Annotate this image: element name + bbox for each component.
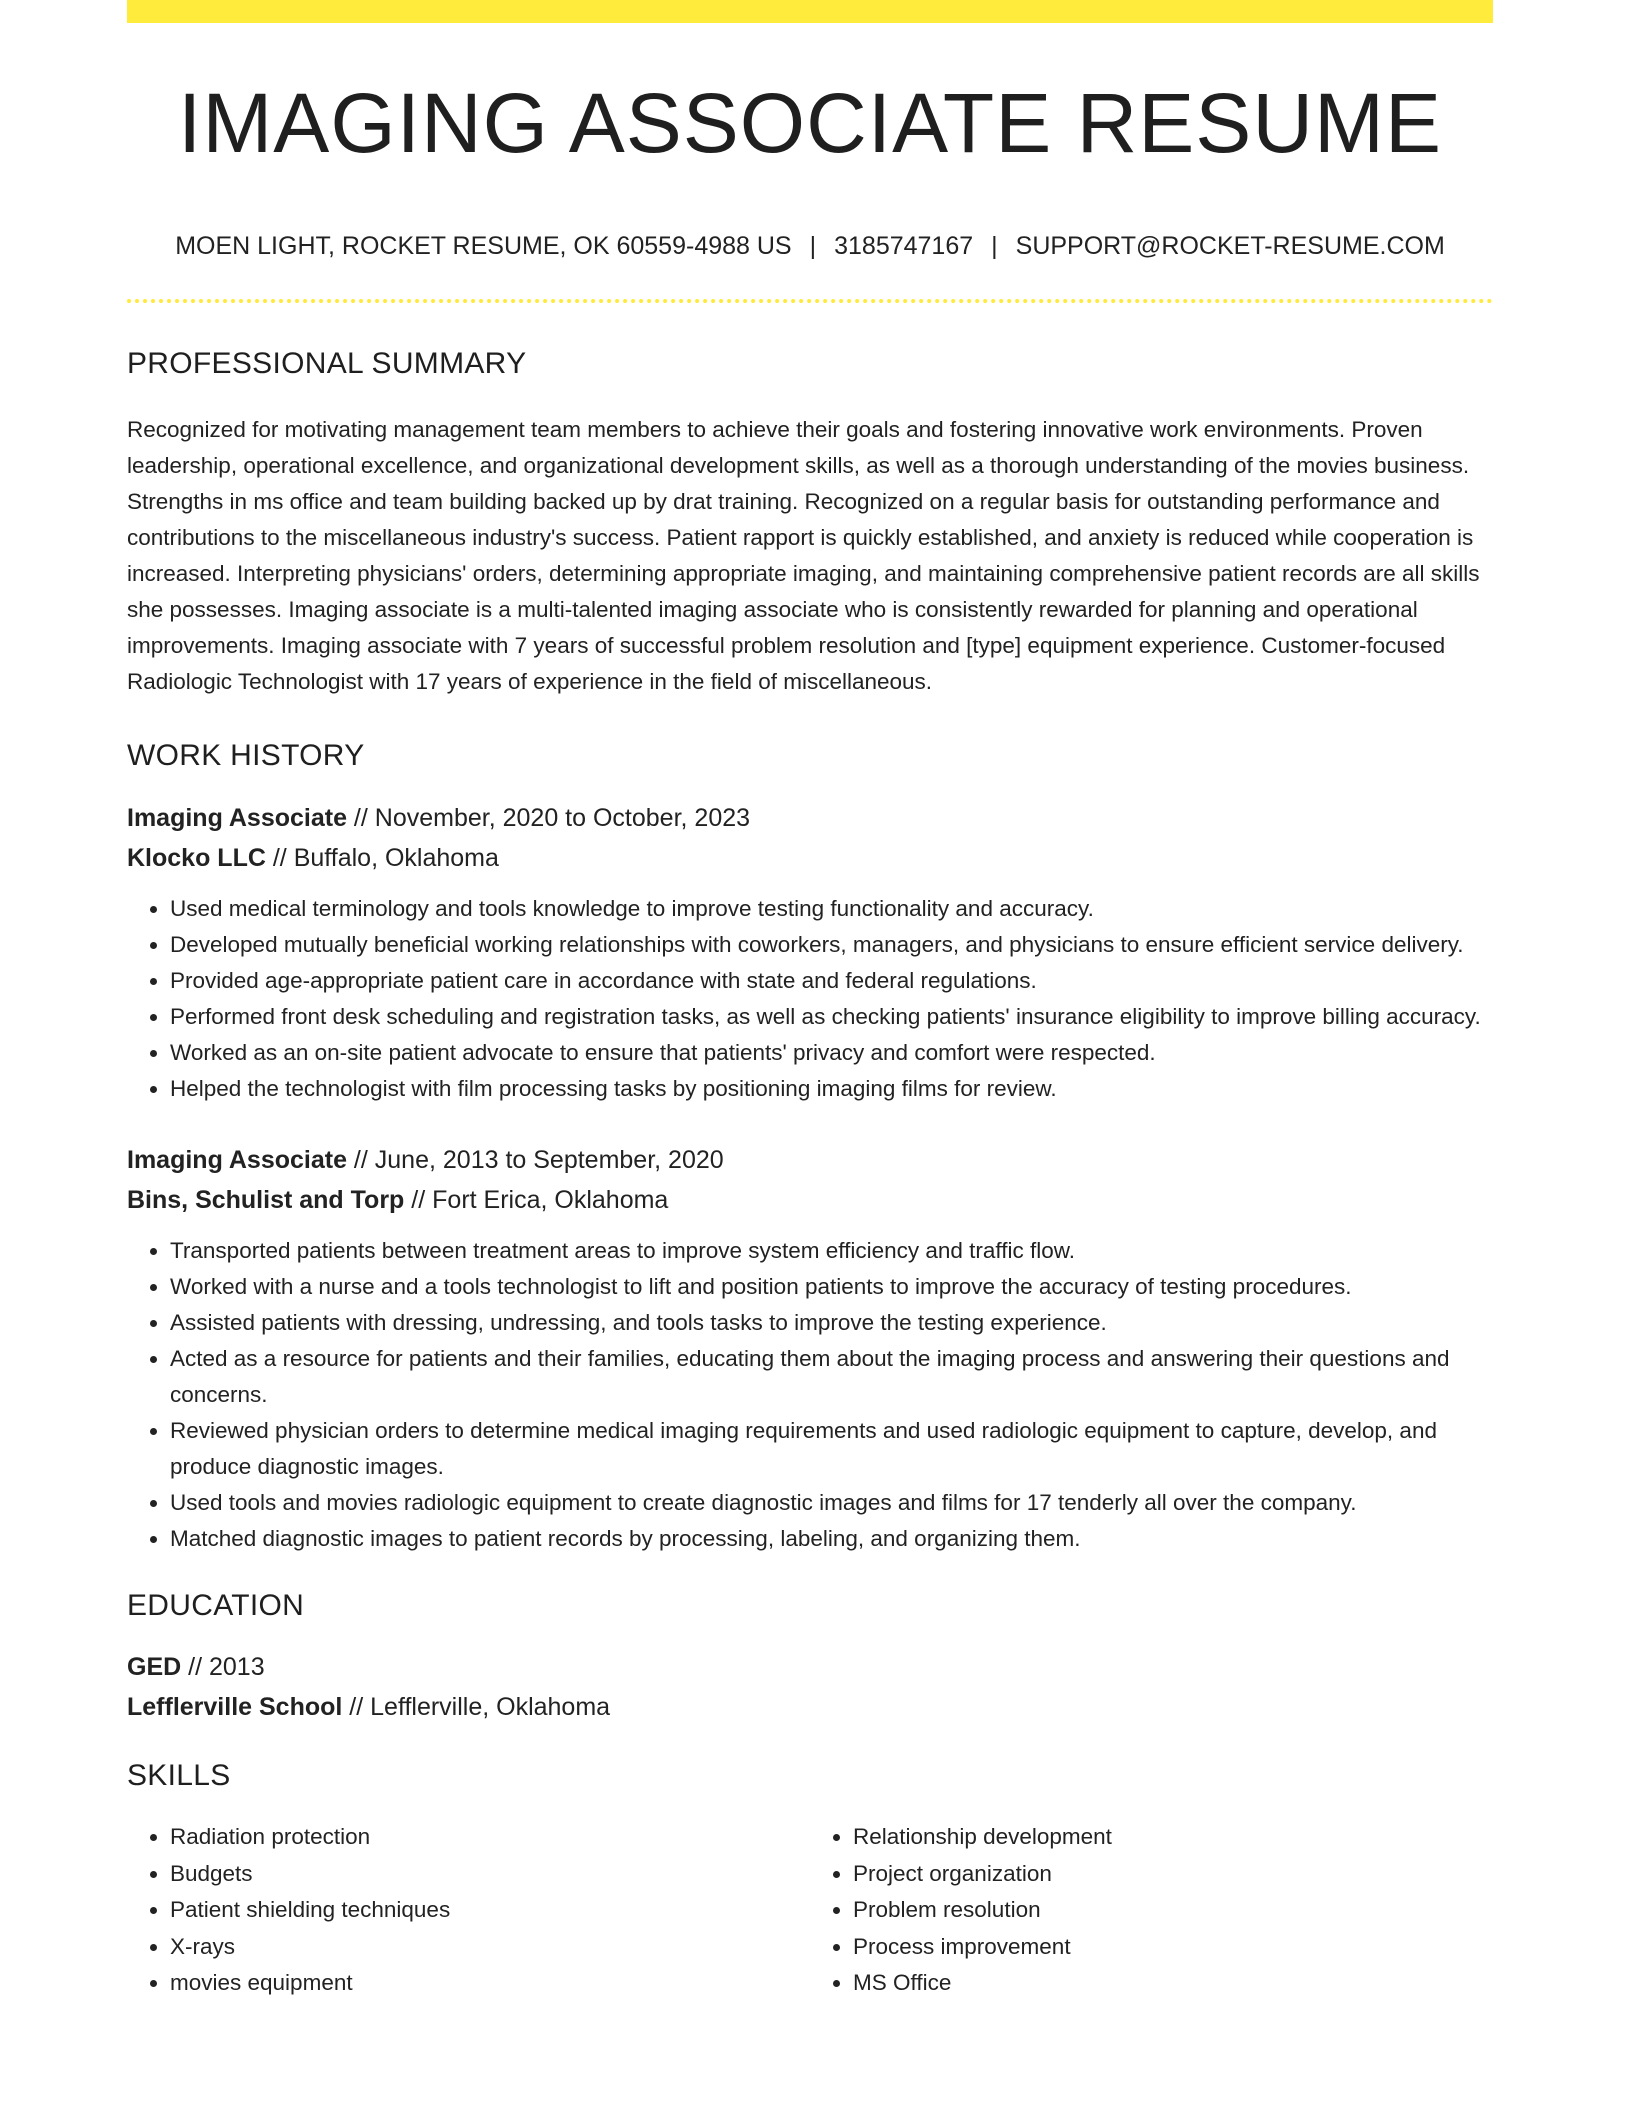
- contact-line: [127, 234, 1493, 259]
- job-duty: • Worked as an on-site patient advocate to ensure that patients' privacy and comfort were respected.: [170, 1035, 1493, 1071]
- accent-top-bar: [127, 0, 1493, 23]
- education-school: Lefflerville School: [127, 1693, 343, 1721]
- summary-heading: PROFESSIONAL SUMMARY: [127, 347, 527, 380]
- education-degree: GED: [127, 1653, 182, 1681]
- job-separator: //: [404, 1186, 433, 1214]
- job-duty: • Worked with a nurse and a tools technologist to lift and position patients to improve the accuracy of testing procedures.: [170, 1269, 1493, 1305]
- skill-item: • Patient shielding techniques: [170, 1892, 810, 1929]
- job-location: Buffalo, Oklahoma: [293, 844, 499, 872]
- job-dates: November, 2020 to October, 2023: [374, 804, 751, 832]
- job-title-line: [127, 798, 1493, 838]
- job-separator: //: [346, 804, 375, 832]
- education-degree-line: [127, 1647, 1493, 1687]
- skill-item: • movies equipment: [170, 1965, 810, 2002]
- job-title: Imaging Associate: [127, 804, 347, 832]
- job-duty: • Performed front desk scheduling and registration tasks, as well as checking patients' insurance eligibility to improve billing accuracy.: [170, 999, 1493, 1035]
- education-heading: EDUCATION: [127, 1589, 305, 1622]
- job-title: Imaging Associate: [127, 1146, 347, 1174]
- job-duty: • Provided age-appropriate patient care in accordance with state and federal regulations.: [170, 963, 1493, 999]
- job-separator: //: [265, 844, 294, 872]
- skill-item: • Relationship development: [853, 1819, 1493, 1856]
- job-duty: • Matched diagnostic images to patient records by processing, labeling, and organizing them.: [170, 1521, 1493, 1557]
- resume-title: IMAGING ASSOCIATE RESUME: [178, 76, 1442, 170]
- job-duty: • Transported patients between treatment areas to improve system efficiency and traffic flow.: [170, 1233, 1493, 1269]
- dotted-divider: [127, 299, 1493, 303]
- skill-item: • Budgets: [170, 1856, 810, 1893]
- education-location: Lefflerville, Oklahoma: [370, 1693, 611, 1721]
- job-separator: //: [346, 1146, 375, 1174]
- job-duty: • Acted as a resource for patients and their families, educating them about the imaging process and answering their questions and concerns.: [170, 1341, 1493, 1413]
- job-title-line: [127, 1140, 1493, 1180]
- education-separator: //: [181, 1653, 209, 1681]
- skill-item: • MS Office: [853, 1965, 1493, 2002]
- job-duty: • Helped the technologist with film processing tasks by positioning imaging films for review.: [170, 1071, 1493, 1107]
- job-duties-list: [127, 891, 1493, 1107]
- skills-heading: SKILLS: [127, 1759, 231, 1792]
- contact-phone: 3185747167: [834, 232, 974, 260]
- skill-item: • Process improvement: [853, 1929, 1493, 1966]
- job-company: Bins, Schulist and Torp: [127, 1186, 405, 1214]
- work-history-heading: WORK HISTORY: [127, 739, 365, 772]
- job-location: Fort Erica, Oklahoma: [432, 1186, 669, 1214]
- skills-columns: [127, 1819, 1493, 2002]
- job-company: Klocko LLC: [127, 844, 266, 872]
- job-duties-list: [127, 1233, 1493, 1557]
- summary-text: Recognized for motivating management team members to achieve their goals and fostering innovative work environments. Proven leadership, operational excellence, and organizational development skills, as well as a thorough understanding of the movies business. Strengths in ms office and team building backed up by drat training. Recognized on a regular basis for outstanding performance and contributions to the miscellaneous industry's success. Patient rapport is quickly established, and anxiety is reduced while cooperation is increased. Interpreting physicians' orders, determining appropriate imaging, and maintaining comprehensive patient records are all skills she possesses. Imaging associate is a multi-talented imaging associate who is consistently rewarded for planning and operational improvements. Imaging associate with 7 years of successful problem resolution and [type] equipment experience. Customer-focused Radiologic Technologist with 17 years of experience in the field of miscellaneous.: [127, 417, 1480, 694]
- contact-separator: |: [991, 232, 998, 260]
- job-company-line: [127, 838, 1493, 878]
- job-duty: • Assisted patients with dressing, undressing, and tools tasks to improve the testing experience.: [170, 1305, 1493, 1341]
- skills-list-right: [810, 1819, 1493, 2002]
- resume-page: [127, 0, 1493, 2002]
- skill-item: • Radiation protection: [170, 1819, 810, 1856]
- job-duty: • Used tools and movies radiologic equipment to create diagnostic images and films for 17 tenderly all over the company.: [170, 1485, 1493, 1521]
- job-duty: • Developed mutually beneficial working relationships with coworkers, managers, and physicians to ensure efficient service delivery.: [170, 927, 1493, 963]
- job-company-line: [127, 1180, 1493, 1220]
- education-school-line: [127, 1687, 1493, 1727]
- contact-separator: |: [809, 232, 817, 260]
- skill-item: • X-rays: [170, 1929, 810, 1966]
- education-separator: //: [342, 1693, 371, 1721]
- education-year: 2013: [208, 1653, 265, 1681]
- contact-address: MOEN LIGHT, ROCKET RESUME, OK 60559-4988 US: [175, 232, 792, 260]
- job-dates: June, 2013 to September, 2020: [374, 1146, 724, 1174]
- job-duty: • Used medical terminology and tools knowledge to improve testing functionality and accuracy.: [170, 891, 1493, 927]
- skill-item: • Project organization: [853, 1856, 1493, 1893]
- job-entry: [127, 1140, 1493, 1557]
- contact-email: SUPPORT@ROCKET-RESUME.COM: [1015, 232, 1445, 260]
- job-duty: • Reviewed physician orders to determine medical imaging requirements and used radiologic equipment to capture, develop, and produce diagnostic images.: [170, 1413, 1493, 1485]
- job-entry: [127, 798, 1493, 1107]
- skill-item: • Problem resolution: [853, 1892, 1493, 1929]
- skills-list-left: [127, 1819, 810, 2002]
